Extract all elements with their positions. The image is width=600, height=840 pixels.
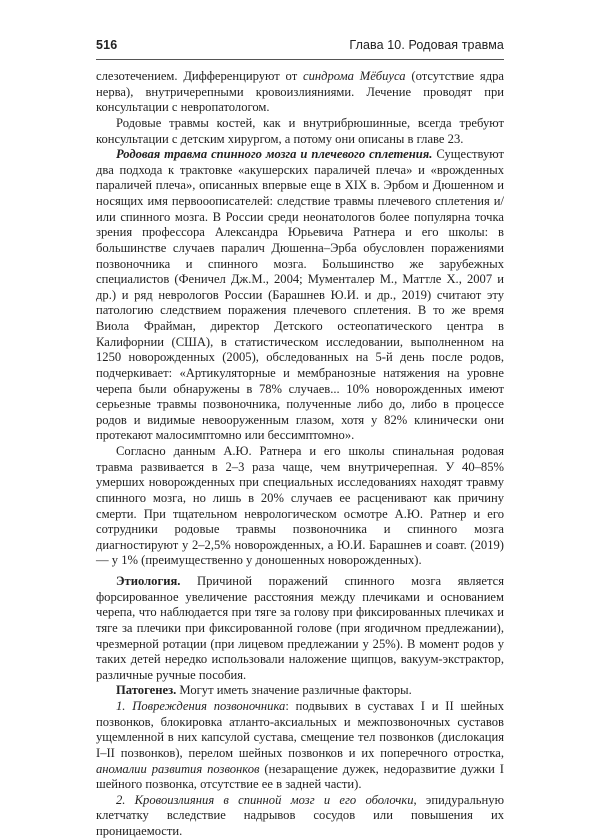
body-text: : подвывих в суставах I и II шейных позвонков, блокировка атланто-аксиальных и межпозвоночных суставов ущемленной в них капсулой сустава, смещение тел позвонков (дислокация I–II позвонков), перелом шейных позвонков и их поперечного отростка, [96,699,505,760]
emphasis-text: Патогенез. [116,683,177,698]
body-text: , эпидуральную клетчатку вследствие надрывов сосудов или повышения их проницаемости. [96,792,504,838]
paragraph-bone-injuries [96,116,504,147]
body-text: Причиной поражений спинного мозга является форсированное увеличение расстояния между плечиками и основанием черепа, что наблюдается при тяге за голову при фиксированных плечиках и тяге за плечики при фиксированной голове (при ягодичном предлежании), чрезмерной ротации (при лицевом предлежании у 25%). В момент родов у таких детей нередко использовали наложение щипцов, вакуум-экстрактор, различные ручные пособия. [96,574,504,682]
body-text: Родовые травмы костей, как и внутрибрюшинные, всегда требуют консультации с детским хирургом, а потому они описаны в главе 23. [96,115,504,146]
emphasis-text: аномалии развития позвонков [96,761,260,776]
body-text: слезотечением. Дифференцируют от [96,69,303,83]
emphasis-text: 2. Кровоизлияния в спинной мозг и его оболочки [116,792,414,807]
page-number: 516 [96,38,118,52]
paragraph-continuation [96,69,504,116]
emphasis-text: 1. Повреждения позвоночника [116,699,286,713]
running-header [96,38,504,58]
body-text: Согласно данным А.Ю. Ратнера и его школы спинальная родовая травма развивается в 2–3 раза чаще, чем внутричерепная. У 40–85% умерших новорожденных при специальных исследованиях находят травму спинного мозга, но лишь в 20% случаев ее расценивают как причину смерти. При тщательном неврологическом осмотре А.Ю. Ратнер и его сотрудники родовые травмы позвоночника и спинного мозга диагностируют у 2–2,5% новорожденных, а Ю.И. Барашнев и соавт. (2019) — у 1% (преимущественно у доношенных новорожденных). [96,444,504,568]
paragraph-ratner-data [96,444,504,569]
body-text: (незаращение дужек, недоразвитие дужки I шейного позвонка, отсутствие ее в задней части). [96,761,504,792]
list-item-spine-damage [96,699,504,793]
body-text: Могут иметь значение различные факторы. [176,683,412,698]
list-item-hemorrhage [96,793,504,840]
paragraph-spinal-cord-injury [96,147,504,444]
chapter-title: Глава 10. Родовая травма [349,38,504,52]
body-text: (отсутствие ядра нерва), внутричерепными кровоизлияниями. Лечение проводят при консультации с невропатологом. [96,69,504,115]
body-text: Существуют два подхода к трактовке «акушерских параличей плеча» и «врожденных параличей плеча», описанных впервые еще в XIX в. Эрбом и Дюшенном и носящих имя первооописателей: следствие травмы плечевого сплетения и/или спинного мозга. В России среди неонатологов более популярна точка зрения профессора Александра Юрьевича Ратнера и его школы: в большинстве случаев паралич Дюшенна–Эрба обусловлен поражениями позвоночника и спинного мозга. Большинство же зарубежных специалистов (Феничел Дж.М., 2004; Мументалер М., Маттле Х., 2007 и др.) и ряд неврологов России (Барашнев Ю.И. и др., 2019) считают эту патологию следствием поражения плечевого сплетения. В то же время Виола Фрайман, директор Детского остеопатического центра в Калифорнии (США), в статистическом исследовании, выполненном на 1250 новорожденных (2005), обследованных на 5-й день после родов, подчеркивает: «Артикуляторные и мембранозные натяжения на уровне черепа были обнаружены в 78% случаев... 10% новорожденных имеют серьезные травмы позвоночника, полученные либо до, либо в процессе родов и видимые невооруженным глазом, хотя у 82% клинически они протекают малосимптомно или бессимптомно». [96,147,505,443]
paragraph-pathogenesis [96,683,504,699]
paragraph-etiology [96,574,504,683]
emphasis-text: синдрома Мёбиуса [302,69,406,83]
emphasis-text: Родовая травма спинного мозга и плечевого сплетения. [116,147,433,162]
header-rule [96,59,504,60]
emphasis-text: Этиология. [116,574,181,588]
page-body [96,69,504,840]
